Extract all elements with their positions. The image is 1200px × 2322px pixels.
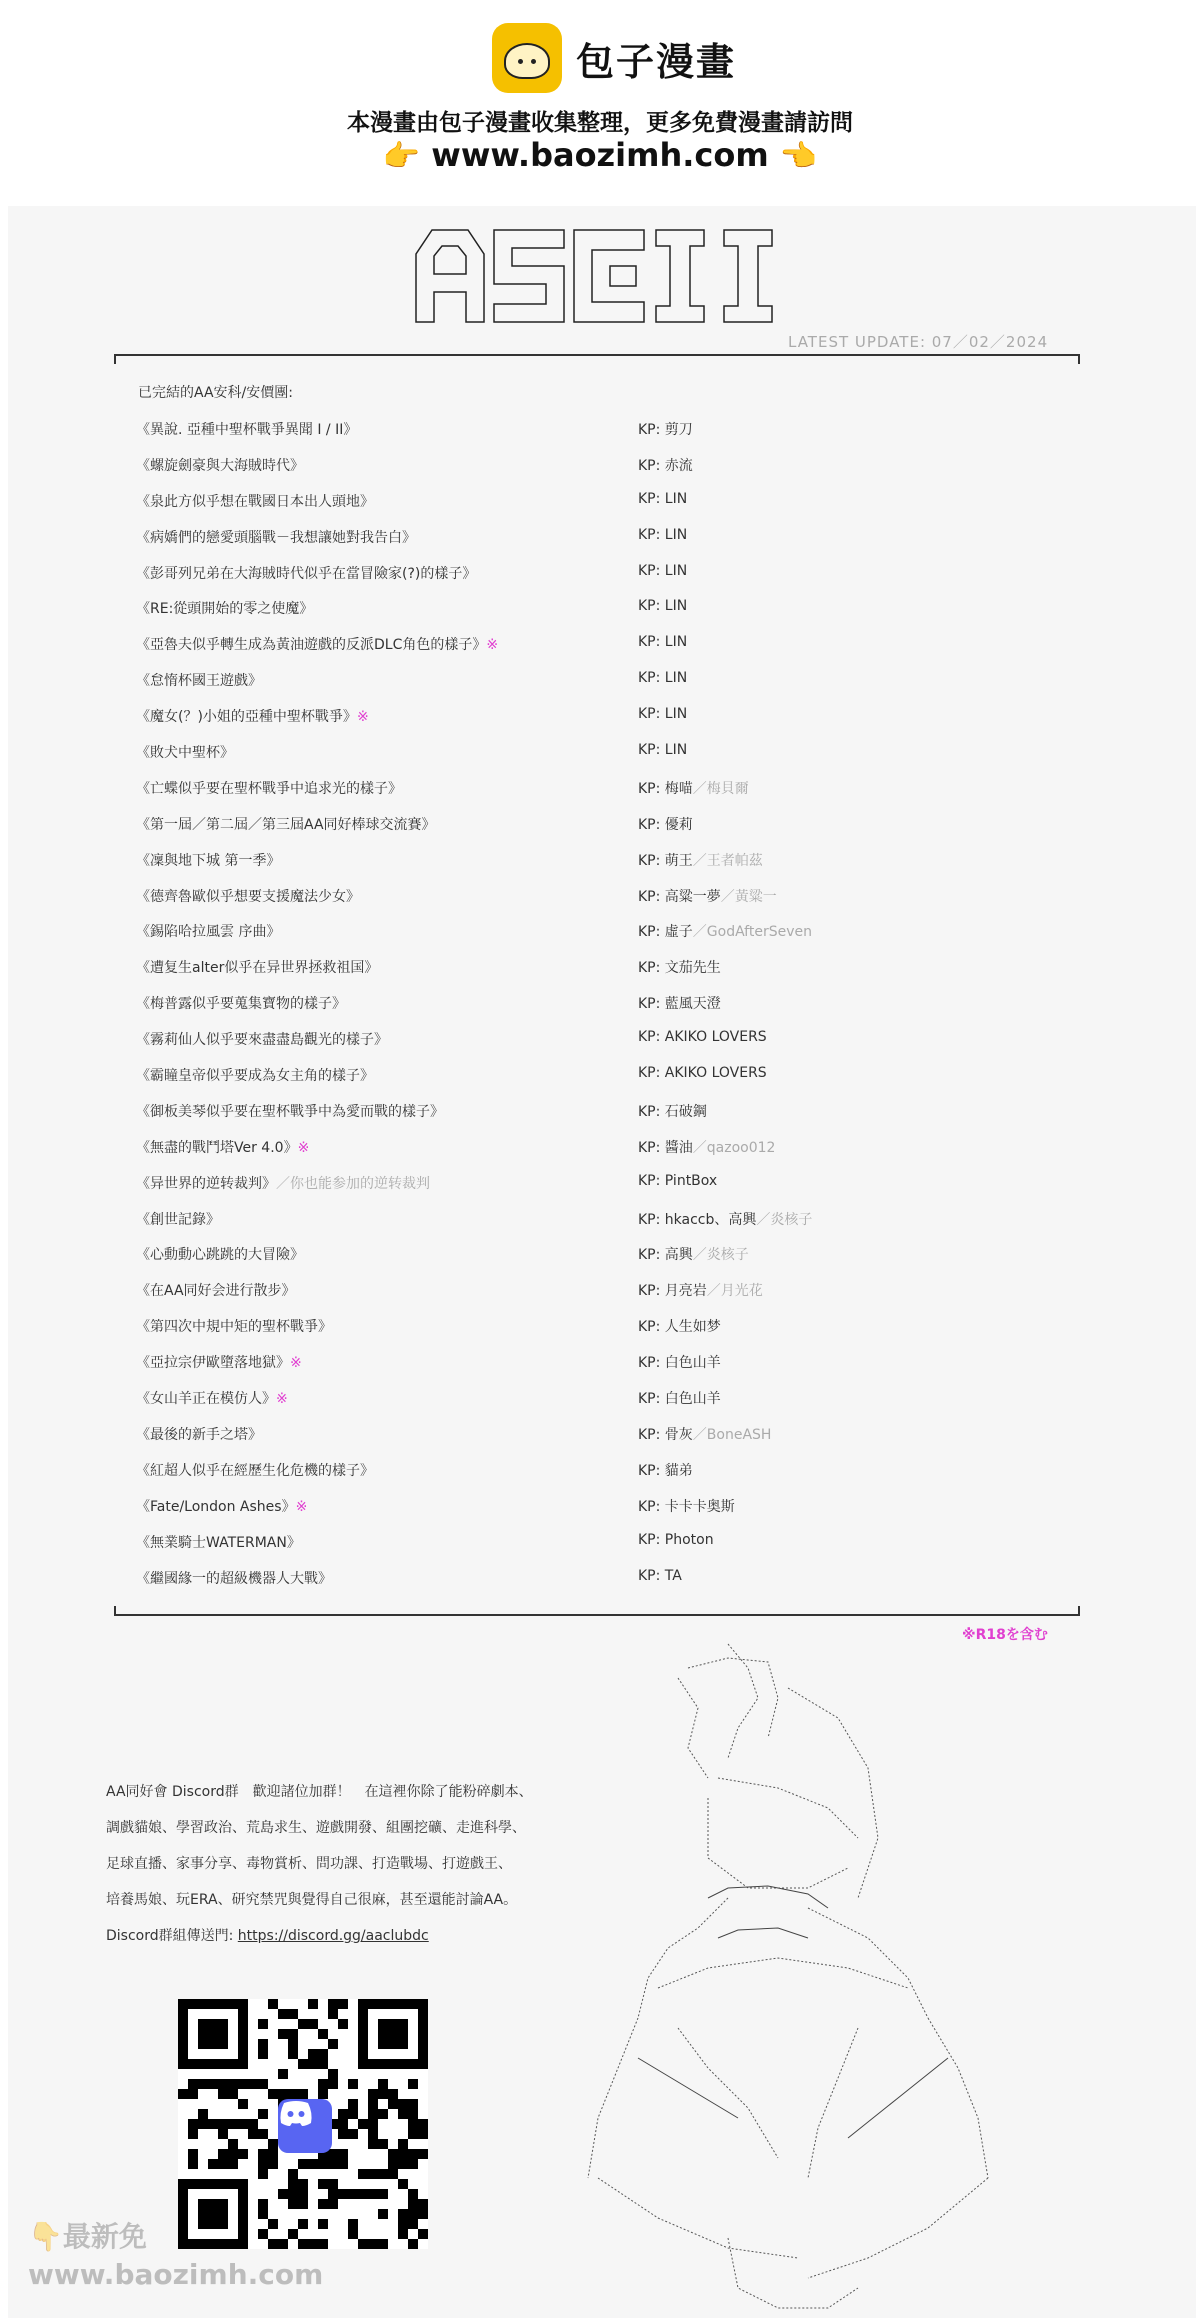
- discord-qr-code[interactable]: [178, 1999, 428, 2249]
- ascii-title-logo: [410, 226, 790, 326]
- list-item-title-text: 《錫陷哈拉風雲 序曲》: [136, 924, 281, 941]
- list-item-kp: [638, 850, 763, 870]
- kp-prefix: KP:: [638, 888, 661, 905]
- list-item-title: [136, 742, 234, 762]
- kp-prefix: KP:: [638, 1498, 661, 1515]
- list-item: [8, 1424, 1196, 1460]
- list-item-title: [136, 598, 313, 618]
- list-item-kp: [638, 814, 693, 834]
- list-item-title-text: 《螺旋劍豪與大海賊時代》: [136, 457, 304, 474]
- list-item-title-text: 《無盡的戰鬥塔Ver 4.0》: [136, 1139, 298, 1156]
- list-item-kp: [638, 1424, 771, 1444]
- list-item: [8, 1460, 1196, 1496]
- list-item-title-text: 《魔女(？)小姐的亞種中聖杯戰爭》: [136, 709, 357, 726]
- kp-name: LIN: [664, 742, 688, 759]
- r18-mark: ※: [295, 1498, 308, 1515]
- list-item-title: [136, 1029, 388, 1049]
- list-item-title-text: 《亞拉宗伊歐墮落地獄》: [136, 1355, 290, 1372]
- list-item-title-text: 《創世記錄》: [136, 1211, 220, 1228]
- kp-name: LIN: [664, 706, 688, 723]
- list-item-kp: [638, 634, 687, 650]
- kp-prefix: KP:: [638, 1319, 661, 1336]
- list-item: [8, 455, 1196, 491]
- list-item: [8, 1209, 1196, 1245]
- list-item-kp: [638, 1496, 735, 1516]
- kp-alias: ／王者帕茲: [692, 852, 763, 869]
- kp-name: 優莉: [664, 816, 693, 833]
- list-item-kp: [638, 1209, 812, 1229]
- list-item-kp: [638, 1173, 717, 1189]
- list-item-title: [136, 1388, 288, 1408]
- list-item: [8, 1065, 1196, 1101]
- pointing-right-icon: 👉: [382, 139, 421, 174]
- list-item-kp: [638, 1029, 767, 1045]
- list-item: [8, 742, 1196, 778]
- list-heading: 已完結的AA安科/安價團:: [138, 385, 293, 401]
- kp-alias: ／梅貝爾: [692, 780, 749, 797]
- list-item: [8, 957, 1196, 993]
- list-item-title: [136, 419, 357, 439]
- kp-name: 骨灰: [664, 1426, 693, 1443]
- list-item: [8, 1137, 1196, 1173]
- list-item-title: [136, 1137, 309, 1157]
- list-item: [8, 1316, 1196, 1352]
- list-item: [8, 491, 1196, 527]
- list-item: [8, 527, 1196, 563]
- discord-invite: [106, 1918, 586, 1954]
- list-item-kp: [638, 886, 777, 906]
- list-item: [8, 1173, 1196, 1209]
- kp-prefix: KP:: [638, 996, 661, 1013]
- list-item-title: [136, 634, 498, 654]
- list-item-kp: [638, 527, 687, 543]
- list-item-kp: [638, 1101, 707, 1121]
- list-item-kp: [638, 1065, 767, 1081]
- list-item: [8, 706, 1196, 742]
- list-item: [8, 1101, 1196, 1137]
- kp-alias: ／BoneASH: [692, 1426, 772, 1443]
- kp-prefix: KP:: [638, 1247, 661, 1264]
- kp-name: 高興: [664, 1247, 693, 1264]
- list-item: [8, 598, 1196, 634]
- kp-prefix: KP:: [638, 1531, 661, 1548]
- kp-prefix: KP:: [638, 816, 661, 833]
- kp-alias: ／qazoo012: [692, 1139, 776, 1156]
- list-item-title: [136, 778, 402, 798]
- list-item: [8, 634, 1196, 670]
- kp-prefix: KP:: [638, 706, 661, 723]
- list-item-title: [136, 1101, 444, 1121]
- list-item-kp: [638, 706, 687, 722]
- list-bottom-bracket: [114, 1606, 1080, 1616]
- kp-name: 高粱一夢: [664, 888, 721, 905]
- kp-prefix: KP:: [638, 1211, 661, 1228]
- list-item-title-text: 《最後的新手之塔》: [136, 1426, 262, 1443]
- kp-prefix: KP:: [638, 1029, 661, 1046]
- list-item: [8, 1388, 1196, 1424]
- kp-prefix: KP:: [638, 562, 661, 579]
- list-item-title: [136, 1352, 302, 1372]
- kp-name: PintBox: [664, 1172, 718, 1189]
- list-item-title: [136, 563, 476, 583]
- kp-prefix: KP:: [638, 1172, 661, 1189]
- kp-name: TA: [664, 1567, 682, 1584]
- list-item-title-text: 《異說. 亞種中聖杯戰爭異聞 I / II》: [136, 422, 358, 438]
- kp-alias: ／黃粱一: [720, 888, 777, 905]
- list-item-title-text: 《霧莉仙人似乎要來盡盡島觀光的樣子》: [136, 1032, 388, 1049]
- list-item: [8, 1280, 1196, 1316]
- discord-line-2: 調戲貓娘、學習政治、荒島求生、遊戲開發、組團挖礦、走進科學、: [106, 1820, 526, 1836]
- kp-prefix: KP:: [638, 780, 661, 797]
- completed-list: [8, 419, 1196, 1603]
- kp-prefix: KP:: [638, 1426, 661, 1443]
- kp-name: 赤流: [664, 457, 693, 474]
- list-item-title: [136, 1424, 262, 1444]
- list-item-kp: [638, 1352, 721, 1372]
- list-item: [8, 563, 1196, 599]
- list-item: [8, 419, 1196, 455]
- brand-name: 包子漫畫: [576, 39, 737, 84]
- kp-name: 石破鋼: [664, 1103, 707, 1120]
- list-item: [8, 886, 1196, 922]
- list-item-title: [136, 1209, 220, 1229]
- list-item-kp: [638, 455, 693, 475]
- list-item-kp: [638, 921, 812, 941]
- pointing-left-icon: 👈: [779, 139, 818, 174]
- list-item-title: [136, 1244, 304, 1264]
- banner-url[interactable]: www.baozimh.com: [431, 136, 769, 174]
- list-item: [8, 670, 1196, 706]
- list-item-kp: [638, 1532, 714, 1548]
- kp-alias: ／GodAfterSeven: [692, 924, 812, 941]
- list-item-title-text: 《凜與地下城 第一季》: [136, 852, 281, 869]
- kp-name: LIN: [664, 670, 688, 687]
- list-item-kp: [638, 1316, 721, 1336]
- r18-mark: ※: [290, 1355, 302, 1372]
- list-item-title-text: 《繼國緣一的超級機器人大戰》: [136, 1570, 332, 1587]
- list-item: [8, 1029, 1196, 1065]
- list-item-title: [136, 957, 378, 977]
- list-item-title-text: 《病嬌們的戀愛頭腦戰－我想讓她對我告白》: [136, 529, 416, 546]
- kp-name: 白色山羊: [664, 1391, 721, 1408]
- list-item-title-text: 《怠惰杯國王遊戲》: [136, 673, 262, 690]
- banner-url-line[interactable]: [0, 136, 1200, 174]
- list-item-title-text: 《Fate/London Ashes》: [136, 1498, 296, 1515]
- kp-name: LIN: [664, 490, 688, 507]
- kp-name: 文茄先生: [664, 960, 721, 977]
- list-item: [8, 993, 1196, 1029]
- list-item: [8, 1568, 1196, 1604]
- kp-name: AKIKO LOVERS: [664, 1065, 767, 1082]
- kp-prefix: KP:: [638, 1103, 661, 1120]
- kp-alias: ／炎核子: [692, 1247, 749, 1264]
- discord-line-4: 培養馬娘、玩ERA、研究禁咒與覺得自己很麻，甚至還能討論AA。: [106, 1892, 518, 1908]
- list-item-title-text: 《女山羊正在模仿人》: [136, 1391, 276, 1408]
- kp-prefix: KP:: [638, 1139, 661, 1156]
- kp-prefix: KP:: [638, 422, 661, 438]
- list-item: [8, 921, 1196, 957]
- list-item-kp: [638, 491, 687, 507]
- list-item-title: [136, 850, 280, 870]
- list-item-title-text: 《RE:從頭開始的零之使魔》: [136, 601, 314, 618]
- kp-prefix: KP:: [638, 457, 661, 474]
- r18-mark: ※: [297, 1139, 310, 1156]
- kp-prefix: KP:: [638, 598, 661, 615]
- kp-name: 梅喵: [664, 780, 693, 797]
- watermark-line-2: www.baozimh.com: [28, 2258, 324, 2291]
- kp-name: hkaccb、高興: [664, 1211, 757, 1228]
- kp-prefix: KP:: [638, 1065, 661, 1082]
- list-item-title-text: 《霸瞳皇帝似乎要成為女主角的樣子》: [136, 1068, 374, 1085]
- site-watermark: [28, 2218, 323, 2294]
- list-item-kp: [638, 670, 687, 686]
- kp-prefix: KP:: [638, 960, 661, 977]
- discord-invite-label: Discord群組傳送門:: [106, 1928, 234, 1944]
- list-item-title-text: 《遭复生alter似乎在异世界拯救祖国》: [136, 960, 379, 977]
- kp-name: 白色山羊: [664, 1355, 721, 1372]
- list-item-kp: [638, 1388, 721, 1408]
- kp-prefix: KP:: [638, 852, 661, 869]
- site-banner: [0, 0, 1200, 206]
- kp-prefix: KP:: [638, 1355, 661, 1372]
- list-item-title: [136, 670, 262, 690]
- list-item-kp: [638, 1137, 775, 1157]
- kp-name: 貓弟: [664, 1462, 693, 1479]
- kp-name: LIN: [664, 562, 688, 579]
- list-item-title: [136, 921, 280, 941]
- list-item-title-sub: ／你也能参加的逆转裁判: [276, 1175, 430, 1192]
- discord-invite-link[interactable]: https://discord.gg/aaclubdc: [237, 1928, 429, 1944]
- list-item-kp: [638, 563, 687, 579]
- kp-prefix: KP:: [638, 1567, 661, 1584]
- baozi-logo-icon: [492, 23, 562, 93]
- watermark-line-1: 👇最新免: [28, 2220, 147, 2253]
- r18-mark: ※: [486, 637, 499, 654]
- list-item-title-text: 《彭哥列兄弟在大海賊時代似乎在當冒險家(?)的樣子》: [136, 565, 477, 582]
- list-item-kp: [638, 1244, 749, 1264]
- kp-prefix: KP:: [638, 1462, 661, 1479]
- manga-page: [8, 206, 1196, 2318]
- list-item-title: [136, 1568, 332, 1588]
- list-item-title: [136, 993, 346, 1013]
- list-item-title: [136, 455, 304, 475]
- list-item-kp: [638, 598, 687, 614]
- list-item-title-text: 《异世界的逆转裁判》: [136, 1175, 276, 1192]
- list-item-title: [136, 1280, 296, 1300]
- kp-prefix: KP:: [638, 742, 661, 759]
- list-item-title-text: 《德齊魯歐似乎想要支援魔法少女》: [136, 888, 360, 905]
- discord-line-1: AA同好會 Discord群 歡迎諸位加群！ 在這裡你除了能粉碎劇本、: [106, 1784, 533, 1800]
- kp-prefix: KP:: [638, 1283, 661, 1300]
- list-item-title: [136, 1532, 301, 1552]
- list-item-kp: [638, 419, 693, 439]
- kp-name: LIN: [664, 598, 688, 615]
- discord-description: [106, 1774, 586, 1954]
- kp-prefix: KP:: [638, 924, 661, 941]
- kp-name: 人生如梦: [664, 1319, 721, 1336]
- kp-name: 月亮岩: [664, 1283, 707, 1300]
- kp-prefix: KP:: [638, 634, 661, 651]
- list-item: [8, 1496, 1196, 1532]
- list-item-title-text: 《亞魯夫似乎轉生成為黃油遊戲的反派DLC角色的樣子》: [136, 637, 487, 654]
- latest-update: LATEST UPDATE: 07／02／2024: [788, 333, 1049, 351]
- kp-name: Photon: [664, 1531, 714, 1548]
- brand[interactable]: [492, 22, 736, 94]
- list-item-title: [136, 886, 360, 906]
- kp-prefix: KP:: [638, 1391, 661, 1408]
- list-item-title: [136, 1316, 332, 1336]
- list-item: [8, 814, 1196, 850]
- kp-name: 萌王: [664, 852, 693, 869]
- list-item-title-text: 《梅普露似乎要蒐集寶物的樣子》: [136, 996, 346, 1013]
- list-item-title-text: 《在AA同好会进行散步》: [136, 1283, 296, 1300]
- list-item-kp: [638, 742, 687, 758]
- r18-note: ※R18を含む: [962, 1627, 1048, 1643]
- list-item-title-text: 《御板美琴似乎要在聖杯戰爭中為愛而戰的樣子》: [136, 1103, 444, 1120]
- list-item-title-text: 《敗犬中聖杯》: [136, 745, 234, 762]
- kp-alias: ／炎核子: [756, 1211, 813, 1228]
- list-item-kp: [638, 957, 721, 977]
- list-item-title: [136, 1065, 374, 1085]
- list-item: [8, 1532, 1196, 1568]
- kp-name: LIN: [664, 526, 688, 543]
- kp-alias: ／月光花: [706, 1283, 763, 1300]
- list-item-title-text: 《無業騎士WATERMAN》: [136, 1534, 301, 1551]
- kp-prefix: KP:: [638, 526, 661, 543]
- list-item-kp: [638, 1568, 682, 1584]
- list-item-title-text: 《紅超人似乎在經歷生化危機的樣子》: [136, 1462, 374, 1479]
- list-item-title-text: 《第一屆／第二屆／第三屆AA同好棒球交流賽》: [136, 816, 436, 833]
- list-item-kp: [638, 1280, 763, 1300]
- list-item-title: [136, 491, 374, 511]
- list-item-title-text: 《泉此方似乎想在戰國日本出人頭地》: [136, 493, 374, 510]
- list-item: [8, 850, 1196, 886]
- list-item: [8, 778, 1196, 814]
- discord-line-3: 足球直播、家事分享、毒物賞析、問功課、打造戰場、打遊戲王、: [106, 1856, 512, 1872]
- kp-name: 藍風天澄: [664, 996, 721, 1013]
- kp-prefix: KP:: [638, 490, 661, 507]
- list-item-title-text: 《亡蝶似乎要在聖杯戰爭中追求光的樣子》: [136, 780, 402, 797]
- kp-name: 虛子: [664, 924, 693, 941]
- r18-mark: ※: [356, 709, 369, 726]
- kp-name: 醬油: [664, 1139, 693, 1156]
- list-item-title-text: 《心動動心跳跳的大冒險》: [136, 1247, 304, 1264]
- kp-name: 卡卡卡奥斯: [664, 1498, 735, 1515]
- list-item-title: [136, 1173, 430, 1193]
- list-item-title: [136, 1460, 374, 1480]
- list-item-kp: [638, 993, 721, 1013]
- banner-tagline: 本漫畫由包子漫畫收集整理，更多免費漫畫請訪問: [347, 110, 853, 136]
- list-item-title-text: 《第四次中規中矩的聖杯戰爭》: [136, 1319, 332, 1336]
- list-item-title: [136, 527, 416, 547]
- kp-name: AKIKO LOVERS: [664, 1029, 767, 1046]
- kp-name: LIN: [664, 634, 688, 651]
- list-top-bracket: [114, 354, 1080, 364]
- list-item: [8, 1352, 1196, 1388]
- kp-prefix: KP:: [638, 670, 661, 687]
- list-item-title: [136, 814, 436, 834]
- list-item-title: [136, 1496, 307, 1516]
- kp-name: 剪刀: [664, 422, 693, 438]
- list-item-title: [136, 706, 369, 726]
- r18-mark: ※: [276, 1391, 288, 1408]
- list-item-kp: [638, 778, 749, 798]
- ascii-art-illustration: [578, 1638, 1008, 2318]
- discord-logo-icon: [278, 2099, 332, 2153]
- list-item: [8, 1244, 1196, 1280]
- list-item-kp: [638, 1460, 693, 1480]
